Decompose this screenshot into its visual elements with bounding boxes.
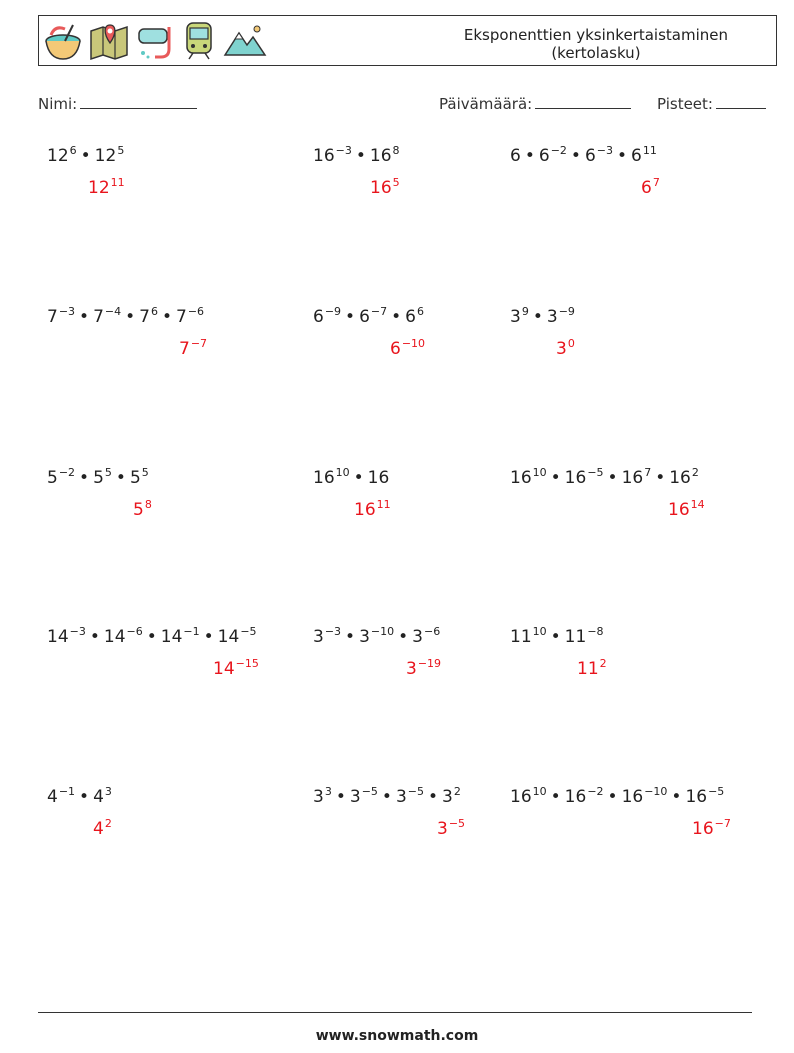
exponent: 10 xyxy=(532,625,547,638)
base: 5 xyxy=(47,468,58,488)
exponent: −7 xyxy=(370,305,388,318)
name-label: Nimi: xyxy=(38,95,78,113)
base: 7 xyxy=(176,307,187,327)
answer-base: 16 xyxy=(668,500,690,520)
map-pin-icon xyxy=(89,21,129,61)
header-icons xyxy=(43,20,267,62)
problem-answer xyxy=(692,819,731,839)
exponent: 5 xyxy=(141,466,149,479)
title-line-1: Eksponenttien yksinkertaistaminen xyxy=(463,26,728,44)
exponent: 6 xyxy=(150,305,158,318)
multiply-dot: • xyxy=(381,787,392,807)
problem-answer xyxy=(641,178,660,198)
problem-answer xyxy=(88,178,125,198)
exponent: −6 xyxy=(423,625,441,638)
base: 16 xyxy=(313,468,335,488)
base: 3 xyxy=(359,627,370,647)
base: 16 xyxy=(669,468,691,488)
coconut-drink-icon xyxy=(43,21,83,61)
exponent: −9 xyxy=(558,305,575,318)
multiply-dot: • xyxy=(524,146,535,166)
answer-exponent: 14 xyxy=(690,498,705,511)
base: 16 xyxy=(313,146,335,166)
footer-divider xyxy=(38,1012,752,1013)
exponent: −1 xyxy=(183,625,200,638)
base: 3 xyxy=(395,787,407,807)
answer-base: 14 xyxy=(213,659,235,679)
base: 6 xyxy=(510,146,521,166)
answer-exponent: 0 xyxy=(567,337,575,350)
base: 16 xyxy=(564,787,587,807)
base: 5 xyxy=(129,468,141,488)
base: 16 xyxy=(621,787,644,807)
answer-base: 12 xyxy=(88,178,110,198)
base: 3 xyxy=(412,627,423,647)
exponent: −2 xyxy=(587,785,604,798)
base: 6 xyxy=(313,307,324,327)
answer-base: 3 xyxy=(406,659,417,679)
exponent: 7 xyxy=(644,466,652,479)
problem-answer xyxy=(668,500,705,520)
exponent: −5 xyxy=(708,785,725,798)
title-line-2: (kertolasku) xyxy=(551,44,641,62)
multiply-dot: • xyxy=(353,468,364,488)
base: 16 xyxy=(564,468,587,488)
answer-base: 6 xyxy=(641,178,652,198)
base: 3 xyxy=(313,787,324,807)
base: 4 xyxy=(93,787,104,807)
multiply-dot: • xyxy=(115,468,126,488)
base: 14 xyxy=(160,627,183,647)
exponent: −4 xyxy=(104,305,122,318)
exponent: 9 xyxy=(521,305,529,318)
answer-base: 16 xyxy=(354,500,376,520)
answer-base: 3 xyxy=(437,819,448,839)
multiply-dot: • xyxy=(161,307,173,327)
problem-answer xyxy=(354,500,391,520)
exponent: 10 xyxy=(532,466,547,479)
exponent: 8 xyxy=(392,144,400,157)
base: 7 xyxy=(47,307,58,327)
answer-exponent: 2 xyxy=(104,817,112,830)
problem-expression xyxy=(510,468,699,488)
exponent: −2 xyxy=(550,144,567,157)
multiply-dot: • xyxy=(550,787,561,807)
score-label: Pisteet: xyxy=(657,95,713,113)
answer-exponent: −15 xyxy=(235,657,259,670)
snorkel-mask-icon xyxy=(135,21,175,61)
multiply-dot: • xyxy=(607,468,618,488)
base: 11 xyxy=(564,627,587,647)
name-field[interactable] xyxy=(38,94,197,113)
answer-exponent: 5 xyxy=(392,176,400,189)
problem-answer xyxy=(93,819,112,839)
exponent: −3 xyxy=(596,144,613,157)
multiply-dot: • xyxy=(89,627,100,647)
base: 6 xyxy=(359,307,370,327)
base: 16 xyxy=(685,787,708,807)
multiply-dot: • xyxy=(550,627,561,647)
problem-answer xyxy=(370,178,400,198)
base: 6 xyxy=(405,307,416,327)
base: 6 xyxy=(631,146,642,166)
multiply-dot: • xyxy=(79,787,90,807)
answer-exponent: 11 xyxy=(376,498,391,511)
answer-exponent: 8 xyxy=(144,498,152,511)
score-blank[interactable] xyxy=(716,94,766,109)
base: 4 xyxy=(47,787,58,807)
base: 5 xyxy=(93,468,104,488)
score-field[interactable] xyxy=(657,94,766,113)
problem-expression xyxy=(313,627,440,647)
base: 3 xyxy=(313,627,324,647)
answer-base: 11 xyxy=(577,659,599,679)
exponent: −5 xyxy=(407,785,424,798)
answer-exponent: −5 xyxy=(448,817,466,830)
exponent: −6 xyxy=(126,625,143,638)
problem-expression xyxy=(47,468,149,488)
problem-expression xyxy=(313,468,389,488)
base: 7 xyxy=(93,307,104,327)
worksheet-header xyxy=(38,15,777,66)
answer-base: 5 xyxy=(133,500,144,520)
exponent: 11 xyxy=(642,144,657,157)
problem-expression xyxy=(313,146,400,166)
answer-exponent: 11 xyxy=(110,176,125,189)
exponent: 5 xyxy=(104,466,112,479)
base: 16 xyxy=(369,146,392,166)
base: 3 xyxy=(546,307,558,327)
base: 11 xyxy=(510,627,532,647)
multiply-dot: • xyxy=(79,307,90,327)
problem-expression xyxy=(313,787,461,807)
multiply-dot: • xyxy=(391,307,402,327)
multiply-dot: • xyxy=(146,627,157,647)
problem-expression xyxy=(510,787,724,807)
exponent: 6 xyxy=(69,144,77,157)
base: 14 xyxy=(103,627,126,647)
problem-expression xyxy=(47,787,112,807)
multiply-dot: • xyxy=(671,787,682,807)
date-blank[interactable] xyxy=(535,94,631,109)
answer-base: 7 xyxy=(179,339,190,359)
problem-answer xyxy=(213,659,259,679)
base: 14 xyxy=(217,627,240,647)
base: 14 xyxy=(47,627,69,647)
base: 12 xyxy=(94,146,117,166)
exponent: −3 xyxy=(324,625,342,638)
exponent: −9 xyxy=(324,305,342,318)
mountains-icon xyxy=(223,21,267,61)
problem-expression xyxy=(510,627,604,647)
base: 3 xyxy=(442,787,453,807)
base: 6 xyxy=(584,146,596,166)
problem-answer xyxy=(577,659,607,679)
problem-answer xyxy=(406,659,441,679)
answer-base: 3 xyxy=(556,339,567,359)
multiply-dot: • xyxy=(550,468,561,488)
answer-base: 16 xyxy=(370,178,392,198)
exponent: 2 xyxy=(691,466,699,479)
exponent: −3 xyxy=(58,305,76,318)
answer-base: 16 xyxy=(692,819,714,839)
footer-url: www.snowmath.com xyxy=(315,1028,479,1044)
multiply-dot: • xyxy=(655,468,666,488)
multiply-dot: • xyxy=(125,307,136,327)
multiply-dot: • xyxy=(398,627,409,647)
multiply-dot: • xyxy=(203,627,214,647)
exponent: −8 xyxy=(587,625,604,638)
worksheet-title xyxy=(464,26,728,62)
answer-exponent: 7 xyxy=(652,176,660,189)
problem-expression xyxy=(47,307,204,327)
problem-answer xyxy=(179,339,207,359)
problem-answer xyxy=(390,339,425,359)
multiply-dot: • xyxy=(335,787,346,807)
exponent: 3 xyxy=(324,785,332,798)
base: 6 xyxy=(538,146,550,166)
exponent: 3 xyxy=(104,785,112,798)
train-icon xyxy=(181,21,217,61)
problem-answer xyxy=(133,500,152,520)
problem-expression xyxy=(47,146,124,166)
base: 12 xyxy=(47,146,69,166)
base: 16 xyxy=(621,468,644,488)
exponent: 6 xyxy=(416,305,424,318)
base: 16 xyxy=(367,468,390,488)
answer-exponent: 2 xyxy=(599,657,607,670)
multiply-dot: • xyxy=(79,468,90,488)
exponent: −10 xyxy=(370,625,395,638)
base: 16 xyxy=(510,787,532,807)
answer-base: 4 xyxy=(93,819,104,839)
problem-answer xyxy=(556,339,575,359)
problem-expression xyxy=(313,307,424,327)
exponent: −2 xyxy=(58,466,76,479)
answer-exponent: −7 xyxy=(190,337,208,350)
exponent: −3 xyxy=(69,625,86,638)
exponent: 2 xyxy=(453,785,461,798)
exponent: −10 xyxy=(644,785,668,798)
answer-exponent: −10 xyxy=(401,337,426,350)
exponent: −1 xyxy=(58,785,76,798)
date-label: Päivämäärä: xyxy=(439,95,533,113)
answer-base: 6 xyxy=(390,339,401,359)
problem-answer xyxy=(437,819,465,839)
exponent: −6 xyxy=(187,305,205,318)
multiply-dot: • xyxy=(616,146,628,166)
multiply-dot: • xyxy=(532,307,543,327)
exponent: 10 xyxy=(532,785,547,798)
exponent: 10 xyxy=(335,466,350,479)
base: 3 xyxy=(510,307,521,327)
exponent: 5 xyxy=(117,144,125,157)
base: 16 xyxy=(510,468,532,488)
multiply-dot: • xyxy=(345,627,356,647)
problem-expression xyxy=(510,307,575,327)
multiply-dot: • xyxy=(345,307,356,327)
multiply-dot: • xyxy=(80,146,91,166)
base: 3 xyxy=(349,787,361,807)
problem-expression xyxy=(510,146,657,166)
base: 7 xyxy=(139,307,150,327)
multiply-dot: • xyxy=(427,787,439,807)
answer-exponent: −19 xyxy=(417,657,442,670)
name-blank[interactable] xyxy=(80,94,197,109)
multiply-dot: • xyxy=(570,146,581,166)
exponent: −5 xyxy=(361,785,378,798)
answer-exponent: −7 xyxy=(714,817,731,830)
exponent: −3 xyxy=(335,144,352,157)
problem-expression xyxy=(47,627,257,647)
exponent: −5 xyxy=(587,466,604,479)
multiply-dot: • xyxy=(607,787,618,807)
exponent: −5 xyxy=(240,625,257,638)
date-field[interactable] xyxy=(439,94,631,113)
multiply-dot: • xyxy=(355,146,366,166)
